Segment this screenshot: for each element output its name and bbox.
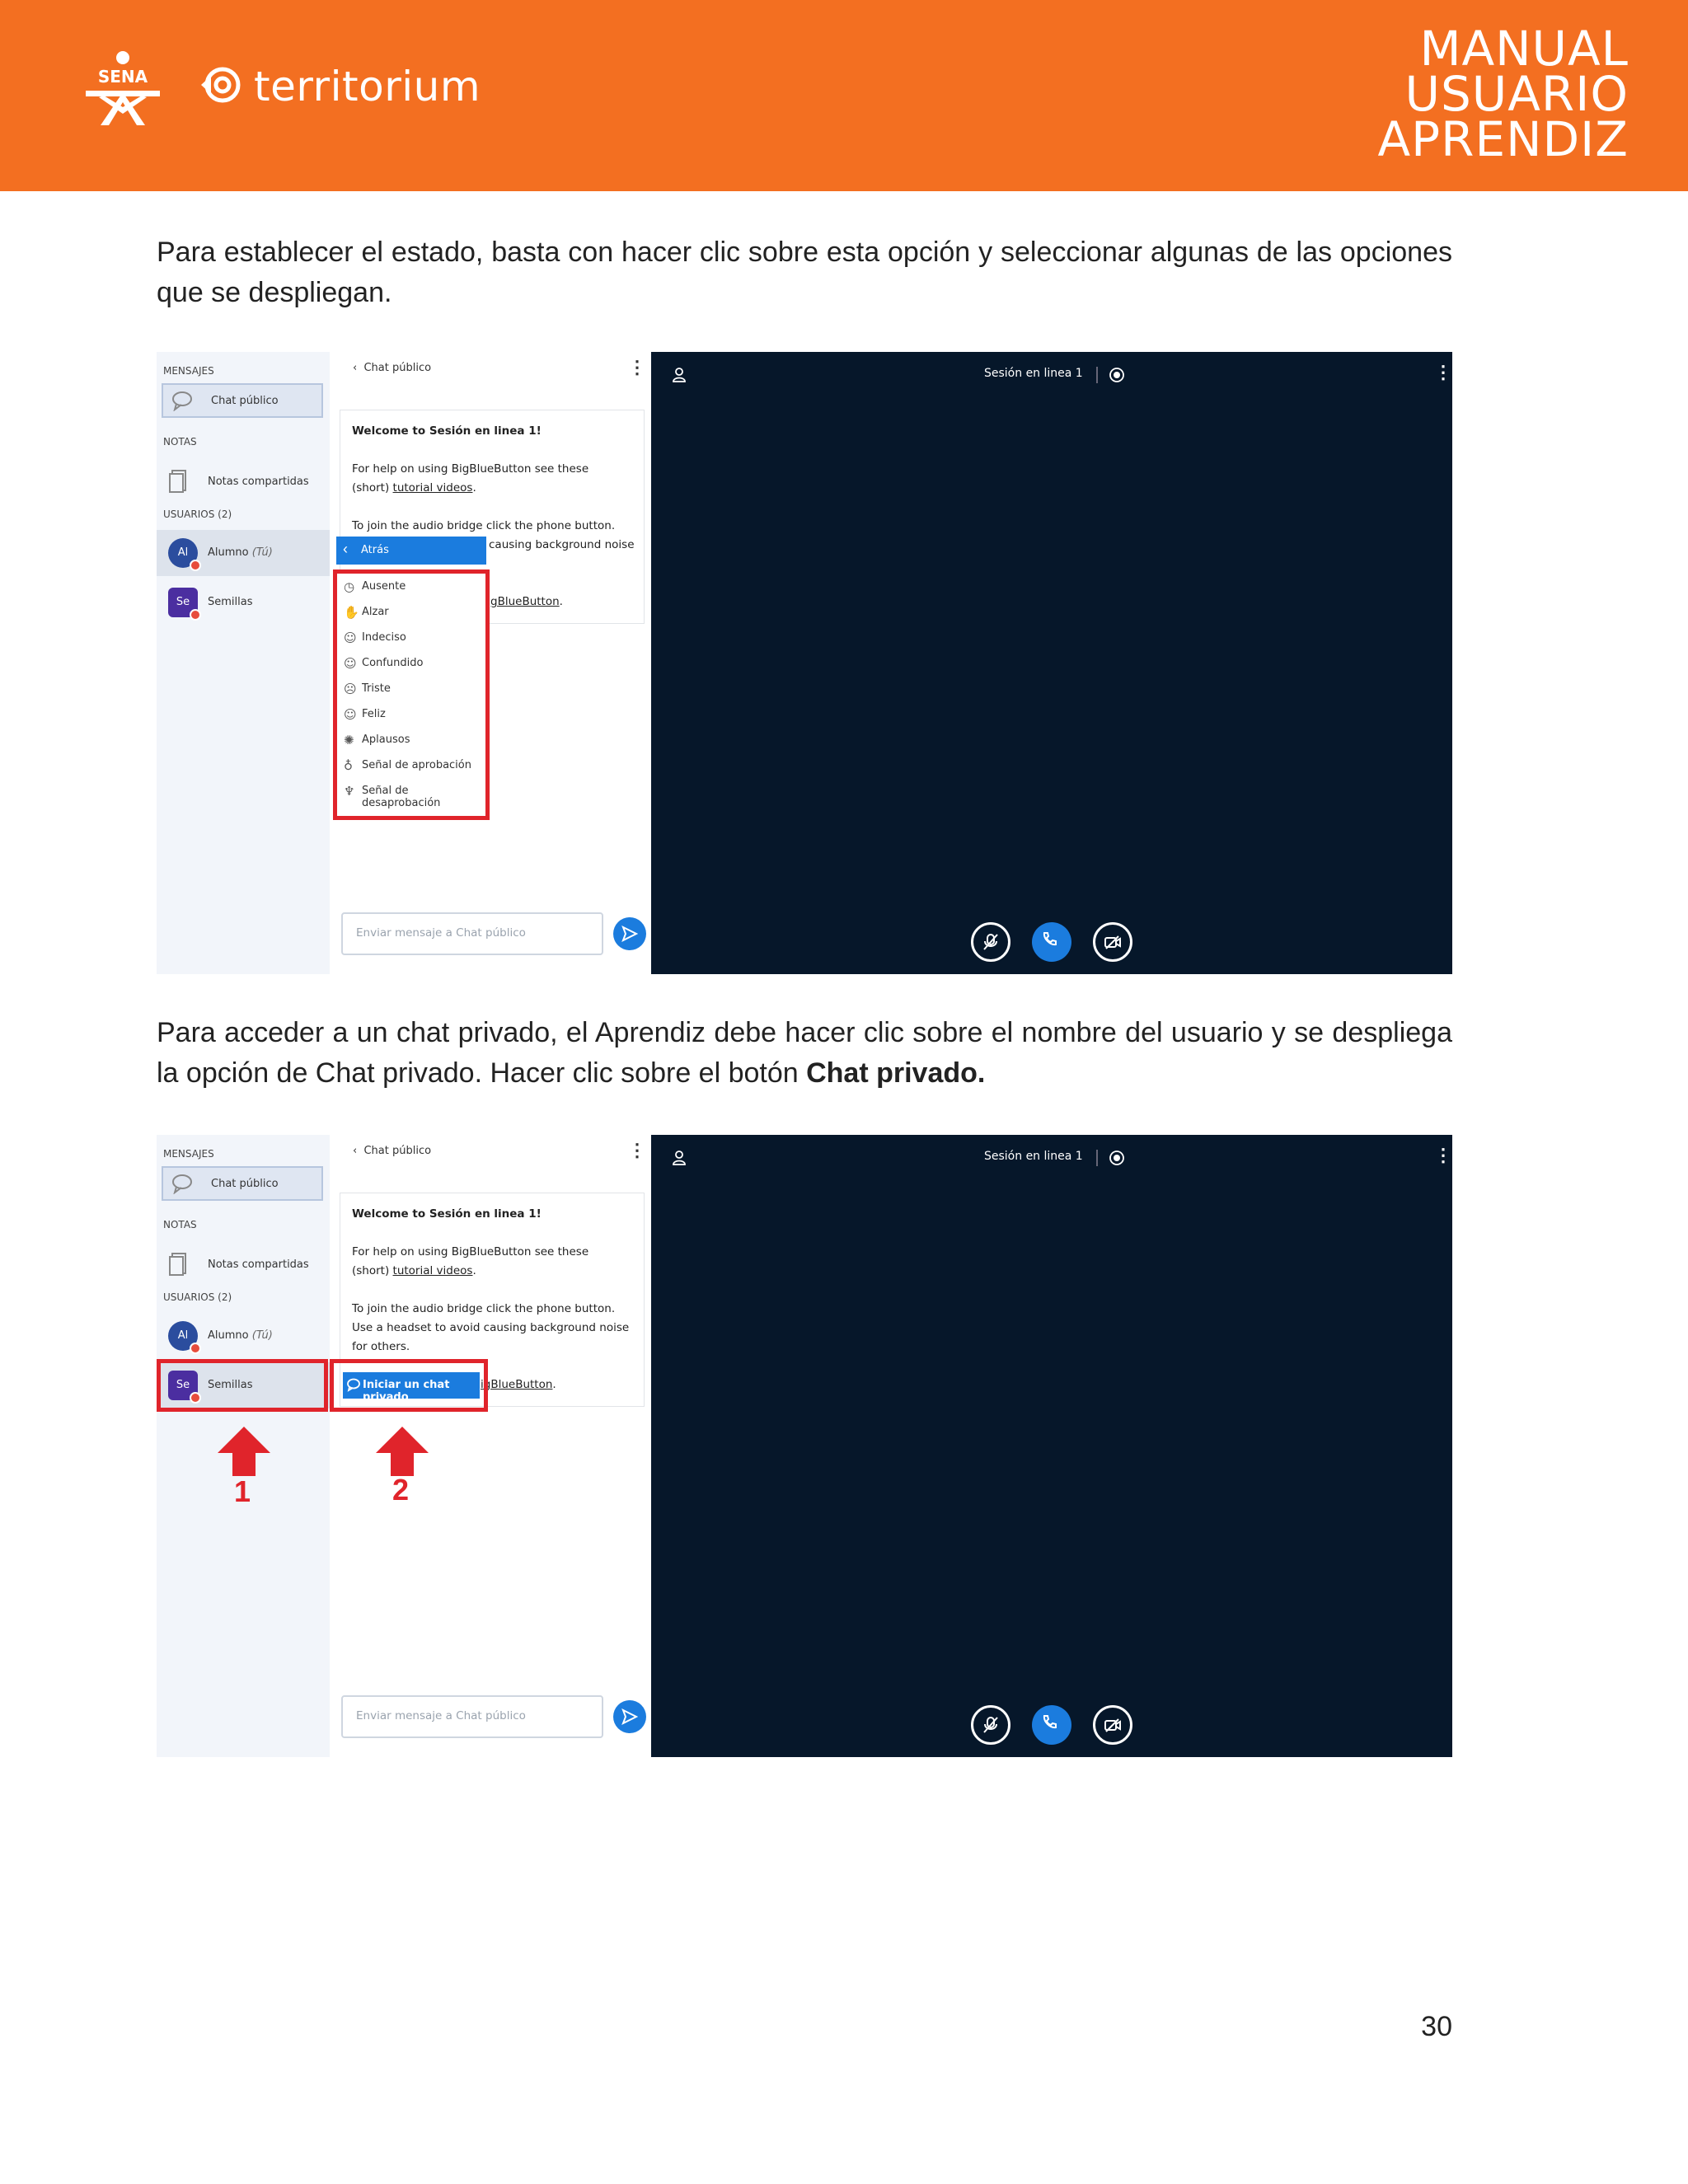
- chevron-left-icon: ‹: [343, 541, 348, 557]
- status-item-aplausos[interactable]: ✺ Aplausos: [344, 733, 410, 748]
- more-options-icon[interactable]: ⋮: [628, 1140, 646, 1160]
- status-item-desaprobacion[interactable]: ♆ Señal de desaprobación: [344, 784, 441, 809]
- more-options-icon[interactable]: ⋮: [628, 357, 646, 377]
- phone-button[interactable]: [1032, 1705, 1071, 1745]
- highlight-user-semillas: [157, 1359, 328, 1412]
- bbb-link[interactable]: igBlueButton: [481, 1378, 553, 1391]
- bbb-link[interactable]: gBlueButton: [490, 595, 560, 608]
- chat-back-title[interactable]: ‹ Chat público: [353, 1145, 432, 1157]
- avatar: Se: [168, 588, 198, 617]
- status-back-button[interactable]: [336, 537, 486, 565]
- status-menu: [333, 569, 490, 820]
- status-item-feliz[interactable]: ☺ Feliz: [344, 707, 386, 722]
- page-number: 30: [1421, 2011, 1452, 2042]
- shared-notes-item[interactable]: [157, 459, 330, 505]
- public-chat-label: Chat público: [211, 395, 279, 407]
- chat-bubble-icon: [171, 1173, 196, 1198]
- shared-notes-item[interactable]: [157, 1242, 330, 1288]
- public-chat-label: Chat público: [211, 1178, 279, 1190]
- session-title: Sesión en linea 1: [984, 1150, 1083, 1163]
- user-icon[interactable]: [671, 1150, 687, 1170]
- user-name: Semillas: [208, 1379, 253, 1391]
- tutorial-videos-link[interactable]: tutorial videos: [392, 481, 473, 494]
- more-options-icon[interactable]: ⋮: [1434, 362, 1452, 382]
- paragraph-status: Para establecer el estado, basta con hacer clic sobre esta opción y seleccionar algunas de las opciones que se despliegan.: [157, 237, 1452, 308]
- marker-number: 2: [392, 1473, 410, 1507]
- messages-heading: MENSAJES: [163, 365, 214, 377]
- chat-input-placeholder: Enviar mensaje a Chat público: [356, 926, 526, 940]
- send-button[interactable]: [613, 1700, 646, 1733]
- mute-button[interactable]: [971, 922, 1010, 962]
- help-line-2: (short) tutorial videos.: [352, 1264, 476, 1277]
- camera-off-icon: [1104, 1716, 1122, 1734]
- status-item-aprobacion[interactable]: ♁ Señal de aprobación: [344, 758, 471, 773]
- record-icon[interactable]: [1109, 367, 1125, 387]
- chat-back-title[interactable]: ‹ Chat público: [353, 362, 432, 374]
- tutorial-videos-link[interactable]: tutorial videos: [392, 1264, 473, 1277]
- camera-button[interactable]: [1093, 1705, 1132, 1745]
- happy-face-icon: ☺: [344, 707, 357, 722]
- hand-icon: ✋: [344, 605, 359, 620]
- thumbs-down-icon: ♆: [344, 784, 355, 799]
- arrow-up-icon: [376, 1427, 429, 1476]
- shared-notes-label: Notas compartidas: [208, 1258, 309, 1271]
- chat-input-placeholder: Enviar mensaje a Chat público: [356, 1709, 526, 1722]
- title-divider: [1096, 1150, 1098, 1166]
- notes-icon: [168, 469, 190, 498]
- user-row-alumno[interactable]: [157, 1313, 330, 1359]
- bold-chat-privado: Chat privado.: [806, 1057, 986, 1089]
- status-item-confundido[interactable]: ☺ Confundido: [344, 656, 424, 671]
- sena-logo: [82, 49, 163, 129]
- help-line: For help on using BigBlueButton see these: [352, 1245, 589, 1258]
- user-name: Alumno (Tú): [208, 1329, 273, 1342]
- chat-message-input[interactable]: [341, 1695, 603, 1738]
- users-heading: USUARIOS (2): [163, 509, 232, 520]
- audio-line-2: Use a headset to avoid causing background noise: [352, 1321, 630, 1334]
- avatar: Al: [168, 538, 198, 568]
- chat-bubble-icon: [346, 1377, 361, 1396]
- muted-status-dot: [190, 1343, 201, 1354]
- user-row-alumno[interactable]: [157, 530, 330, 576]
- help-line-2: (short) tutorial videos.: [352, 481, 476, 494]
- audio-line-3: for others.: [352, 1340, 410, 1353]
- chat-message-input[interactable]: [341, 912, 603, 955]
- microphone-off-icon: [982, 1716, 1000, 1734]
- welcome-title: Welcome to Sesión en linea 1!: [352, 424, 542, 438]
- phone-icon: [1040, 930, 1058, 949]
- send-icon: [621, 926, 638, 946]
- private-chat-label: Iniciar un chat privado: [363, 1379, 450, 1404]
- bbb-fragment: gBlueButton.: [490, 595, 563, 608]
- notes-heading: NOTAS: [163, 1219, 197, 1230]
- status-item-indeciso[interactable]: ☺ Indeciso: [344, 630, 406, 645]
- bbb-fragment: igBlueButton.: [481, 1378, 556, 1391]
- applause-icon: ✺: [344, 733, 354, 748]
- record-icon[interactable]: [1109, 1150, 1125, 1170]
- phone-button[interactable]: [1032, 922, 1071, 962]
- status-item-alzar[interactable]: ✋ Alzar: [344, 605, 389, 620]
- help-line: For help on using BigBlueButton see these: [352, 462, 589, 476]
- status-item-triste[interactable]: ☹ Triste: [344, 682, 391, 696]
- audio-line: To join the audio bridge click the phone button.: [352, 1302, 616, 1315]
- manual-title: [1377, 21, 1629, 167]
- confused-face-icon: ☺: [344, 656, 357, 671]
- notes-icon: [168, 1252, 190, 1281]
- start-private-chat-button[interactable]: [343, 1372, 480, 1404]
- mute-button[interactable]: [971, 1705, 1010, 1745]
- avatar: Al: [168, 1321, 198, 1351]
- territorium-brand-text: territorium: [254, 63, 481, 110]
- manual-line-3: APRENDIZ: [1377, 111, 1629, 167]
- users-heading: USUARIOS (2): [163, 1291, 232, 1303]
- marker-number: 1: [234, 1474, 251, 1508]
- manual-line-2: USUARIO: [1404, 66, 1629, 122]
- welcome-title: Welcome to Sesión en linea 1!: [352, 1207, 542, 1221]
- user-name: Semillas: [208, 596, 253, 608]
- thumbs-up-icon: ♁: [344, 758, 353, 773]
- sad-face-icon: ☹: [344, 682, 357, 696]
- public-chat-item[interactable]: [162, 383, 323, 418]
- user-name: Alumno (Tú): [208, 546, 273, 559]
- notes-heading: NOTAS: [163, 436, 197, 448]
- phone-icon: [1040, 1713, 1058, 1732]
- session-title: Sesión en linea 1: [984, 367, 1083, 380]
- user-sidebar: [157, 352, 330, 974]
- arrow-up-icon: [218, 1427, 270, 1476]
- status-item-ausente[interactable]: ◷ Ausente: [344, 579, 406, 594]
- audio-line-fragment: causing background noise: [489, 538, 635, 551]
- avatar: Se: [168, 1371, 198, 1400]
- page-header: [0, 0, 1688, 191]
- manual-line-1: MANUAL: [1419, 21, 1629, 77]
- sena-logo-text: SENA: [97, 67, 148, 87]
- video-area: [651, 1135, 1452, 1757]
- public-chat-item[interactable]: [162, 1166, 323, 1201]
- messages-heading: MENSAJES: [163, 1148, 214, 1160]
- screenshot-private-chat: [157, 1135, 1452, 1757]
- send-button[interactable]: [613, 917, 646, 950]
- microphone-off-icon: [982, 933, 1000, 951]
- audio-line: To join the audio bridge click the phone button.: [352, 519, 616, 532]
- user-icon[interactable]: [671, 367, 687, 387]
- paragraph-private-chat: Para acceder a un chat privado, el Aprendiz debe hacer clic sobre el nombre del usuario y se despliega la opción de Chat privado. Hacer clic sobre el botón Chat privado.: [157, 1017, 1452, 1089]
- screenshot-status-menu: [157, 352, 1452, 974]
- back-label: Atrás: [361, 544, 389, 556]
- muted-status-dot: [190, 609, 201, 621]
- camera-off-icon: [1104, 933, 1122, 951]
- title-divider: [1096, 367, 1098, 383]
- clock-icon: ◷: [344, 579, 355, 594]
- undecided-face-icon: ☺: [344, 630, 357, 645]
- camera-button[interactable]: [1093, 922, 1132, 962]
- muted-status-dot: [190, 560, 201, 571]
- video-area: [651, 352, 1452, 974]
- user-row-semillas[interactable]: [157, 579, 330, 626]
- chat-bubble-icon: [171, 390, 196, 415]
- more-options-icon[interactable]: ⋮: [1434, 1145, 1452, 1165]
- territorium-logo-icon: [199, 64, 241, 105]
- shared-notes-label: Notas compartidas: [208, 476, 309, 488]
- send-icon: [621, 1708, 638, 1729]
